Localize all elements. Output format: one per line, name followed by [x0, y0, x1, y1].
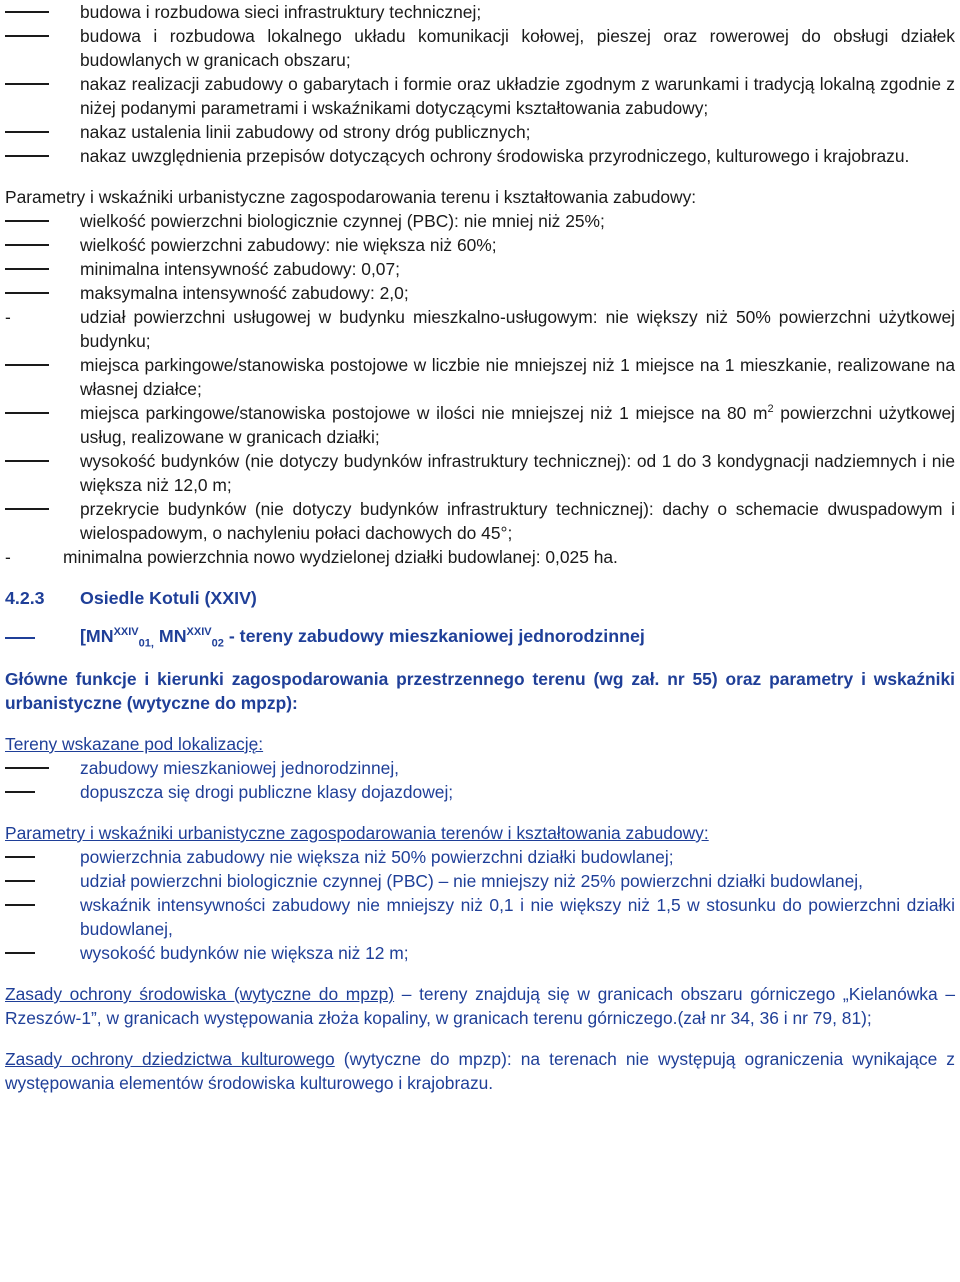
list-item-text: dopuszcza się drogi publiczne klasy dojazdowej; — [80, 782, 454, 802]
list-item — [5, 756, 955, 780]
parking-line-2: powierzchni użytkowej usług, realizowane w granicach działki; — [80, 403, 955, 447]
list-item-text: minimalna powierzchnia nowo wydzielonej działki budowlanej: 0,025 ha. — [63, 547, 618, 567]
zone-heading — [5, 622, 955, 650]
parking-line-1: miejsca parkingowe/stanowiska postojowe w ilości nie mniejszej niż 1 miejsce na 80 m — [80, 403, 768, 423]
list-item-text: budowa i rozbudowa lokalnego układu komunikacji kołowej, pieszej oraz rowerowej do obsługi działek budowlanych w granicach obszaru; — [80, 26, 955, 70]
list-item-text: maksymalna intensywność zabudowy: 2,0; — [80, 283, 409, 303]
hyphen-bullet: - — [5, 547, 11, 567]
document-page — [5, 0, 955, 1095]
dash-bullet — [5, 0, 80, 24]
cultural-heritage-paragraph — [5, 1047, 955, 1095]
list-item-text: wielkość powierzchni biologicznie czynnej (PBC): nie mniej niż 25%; — [80, 211, 605, 231]
dash-bullet — [5, 622, 80, 646]
superscript-2: 2 — [767, 403, 774, 416]
list-item — [5, 401, 955, 449]
list-item — [5, 72, 955, 120]
list-item — [5, 144, 955, 168]
hyphen-bullet: - — [5, 307, 11, 327]
section-title: Osiedle Kotuli (XXIV) — [80, 588, 257, 608]
params2-heading: Parametry i wskaźniki urbanistyczne zagospodarowania terenów i kształtowania zabudowy: — [5, 823, 709, 843]
list-item-text: udział powierzchni usługowej w budynku mieszkalno-usługowym: nie większy niż 50% powierzchni użytkowej budynku; — [80, 307, 955, 351]
list-item — [5, 545, 955, 569]
main-functions-heading: Główne funkcje i kierunki zagospodarowania przestrzennego terenu (wg zał. nr 55) oraz parametry i wskaźniki urbanistyczne (wytyczne do mpzp): — [5, 669, 955, 713]
list-item — [5, 449, 955, 497]
dash-bullet — [5, 257, 80, 281]
list-item — [5, 24, 955, 72]
list-item — [5, 209, 955, 233]
dash-bullet — [5, 144, 80, 168]
list-item-text: wielkość powierzchni zabudowy: nie większa niż 60%; — [80, 235, 497, 255]
list-item — [5, 353, 955, 401]
cultural-heritage-text: (wytyczne do mpzp): na terenach nie występują ograniczenia wynikające z występowania elementów środowiska kulturowego i krajobrazu. — [5, 1049, 956, 1093]
list-item — [5, 305, 955, 353]
list-item — [5, 120, 955, 144]
list-item — [5, 257, 955, 281]
list-item-text: wysokość budynków (nie dotyczy budynków infrastruktury technicznej): od 1 do 3 kondygnacji nadziemnych i nie większa niż 12,0 m; — [80, 451, 955, 495]
dash-bullet — [5, 401, 80, 425]
list-item-text: powierzchnia zabudowy nie większa niż 50% powierzchni działki budowlanej; — [80, 847, 674, 867]
dash-bullet — [5, 893, 80, 917]
list-item — [5, 281, 955, 305]
environment-protection-label: Zasady ochrony środowiska (wytyczne do mpzp) — [5, 984, 395, 1004]
environment-protection-text: – tereny znajdują się w granicach obszaru górniczego „Kielanówka – Rzeszów-1”, w granicach występowania złoża kopaliny, w granicach terenu górniczego.(zał nr 34, 36 i nr 79, 81); — [5, 984, 955, 1028]
list-item — [5, 941, 955, 965]
list-item — [5, 0, 955, 24]
list-item — [5, 845, 955, 869]
cultural-heritage-label: Zasady ochrony dziedzictwa kulturowego — [5, 1049, 335, 1069]
dash-bullet — [5, 941, 80, 965]
dash-bullet — [5, 353, 80, 377]
list-item-text: udział powierzchni biologicznie czynnej (PBC) – nie mniejszy niż 25% powierzchni działki budowlanej, — [80, 871, 863, 891]
environment-protection-paragraph — [5, 982, 955, 1030]
dash-bullet — [5, 869, 80, 893]
dash-bullet — [5, 497, 80, 521]
list-item-text: przekrycie budynków (nie dotyczy budynków infrastruktury technicznej): dachy o schemacie dwuspadowym i wielospadowym, o nachyleniu połaci dachowych do 45°; — [80, 499, 955, 543]
list-item-text: wskaźnik intensywności zabudowy nie mniejszy niż 0,1 i nie większy niż 1,5 w stosunku do powierzchni działki budowlanej, — [80, 895, 955, 939]
list-item-text: wysokość budynków nie większa niż 12 m; — [80, 943, 409, 963]
list-item-text — [80, 401, 955, 449]
dash-bullet — [5, 72, 80, 96]
params-heading: Parametry i wskaźniki urbanistyczne zagospodarowania terenu i kształtowania zabudowy: — [5, 187, 697, 207]
dash-bullet — [5, 756, 80, 780]
dash-bullet — [5, 24, 80, 48]
list-item — [5, 893, 955, 941]
tereny-heading: Tereny wskazane pod lokalizację: — [5, 734, 264, 754]
list-item — [5, 780, 955, 804]
section-number: 4.2.3 — [5, 588, 45, 608]
dash-bullet — [5, 845, 80, 869]
dash-bullet — [5, 209, 80, 233]
list-item-text: nakaz realizacji zabudowy o gabarytach i formie oraz układzie zgodnym z warunkami i tradycją lokalną zgodnie z niżej podanymi parametrami i wskaźnikami dotyczącymi kształtowania zabudowy; — [80, 74, 955, 118]
list-item — [5, 497, 955, 545]
dash-bullet — [5, 281, 80, 305]
list-item-text: nakaz ustalenia linii zabudowy od strony dróg publicznych; — [80, 122, 531, 142]
list-item-text: zabudowy mieszkaniowej jednorodzinnej, — [80, 758, 400, 778]
zone-heading-text: [$MN^{XXIV}_{01,}$ $MN^{XXIV}_{02}$ - tereny zabudowy mieszkaniowej jednorodzinnej — [80, 626, 645, 650]
list-item — [5, 869, 955, 893]
dash-bullet — [5, 449, 80, 473]
dash-bullet — [5, 233, 80, 257]
dash-bullet — [5, 780, 80, 804]
list-item-text: minimalna intensywność zabudowy: 0,07; — [80, 259, 400, 279]
dash-bullet — [5, 120, 80, 144]
list-item-text: miejsca parkingowe/stanowiska postojowe w liczbie nie mniejszej niż 1 miejsce na 1 mieszkanie, realizowane na własnej działce; — [80, 355, 955, 399]
list-item-text: nakaz uwzględnienia przepisów dotyczących ochrony środowiska przyrodniczego, kulturowego i krajobrazu. — [80, 146, 910, 166]
list-item-text: budowa i rozbudowa sieci infrastruktury technicznej; — [80, 2, 482, 22]
list-item — [5, 233, 955, 257]
section-heading — [5, 586, 955, 610]
